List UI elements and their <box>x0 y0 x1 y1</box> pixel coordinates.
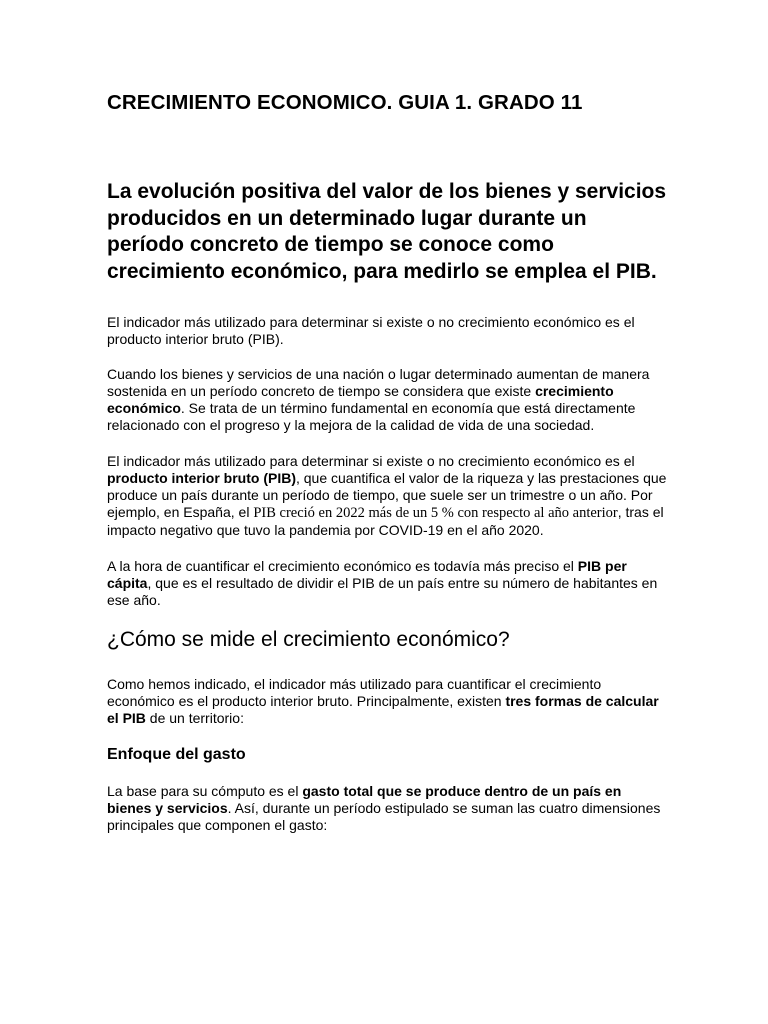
document-content <box>107 88 667 834</box>
text-span: Cuando los bienes y servicios de una nación o lugar determinado aumentan de manera sostenida en un período concreto de tiempo se considera que existe <box>107 366 650 399</box>
paragraph-pib-example <box>107 453 667 539</box>
text-span: El indicador más utilizado para determinar si existe o no crecimiento económico es el <box>107 453 635 469</box>
text-span: Como hemos indicado, el indicador más utilizado para cuantificar el crecimiento económico es el producto interior bruto. Principalmente, existen <box>107 676 602 709</box>
text-span: . Se trata de un término fundamental en economía que está directamente relacionado con el progreso y la mejora de la calidad de vida de una sociedad. <box>107 400 636 433</box>
subsection-heading: Enfoque del gasto <box>107 746 246 763</box>
text-span: , tras el impacto negativo que tuvo la pandemia por COVID-19 en el año 2020. <box>107 504 664 538</box>
paragraph-pib-indicator: El indicador más utilizado para determinar si existe o no crecimiento económico es el producto interior bruto (PIB). <box>107 314 635 347</box>
bold-term: producto interior bruto (PIB) <box>107 470 296 486</box>
text-span: de un territorio: <box>145 710 244 726</box>
paragraph-pib-per-capita <box>107 558 667 609</box>
bold-term: gasto total que se produce dentro de un país en bienes y servicios <box>107 783 622 816</box>
section-heading: ¿Cómo se mide el crecimiento económico? <box>107 628 510 651</box>
text-span: , que cuantifica el valor de la riqueza y las prestaciones que produce un país durante un período de tiempo, que suele ser un trimestre o un año. Por ejemplo, en España, el <box>107 470 667 520</box>
text-span: . Así, durante un período estipulado se suman las cuatro dimensiones principales que componen el gasto: <box>107 800 661 833</box>
text-span: A la hora de cuantificar el crecimiento económico es todavía más preciso el <box>107 558 578 574</box>
document-title: CRECIMIENTO ECONOMICO. GUIA 1. GRADO 11 <box>107 91 583 114</box>
text-span: , que es el resultado de dividir el PIB de un país entre su número de habitantes en ese año. <box>107 575 658 608</box>
text-span: La base para su cómputo es el <box>107 783 303 799</box>
paragraph-spending-approach <box>107 783 667 834</box>
bold-term: crecimiento económico <box>107 383 614 416</box>
paragraph-growth-definition <box>107 366 667 434</box>
lead-paragraph: La evolución positiva del valor de los bienes y servicios producidos en un determinado lugar durante un período concreto de tiempo se conoce como crecimiento económico, para medirlo se emplea el PIB. <box>107 180 667 283</box>
bold-term: tres formas de calcular el PIB <box>107 693 659 726</box>
serif-quote: PIB creció en 2022 más de un 5 % con respecto al año anterior <box>253 505 618 521</box>
bold-term: PIB per cápita <box>107 558 627 591</box>
paragraph-measurement <box>107 676 667 727</box>
